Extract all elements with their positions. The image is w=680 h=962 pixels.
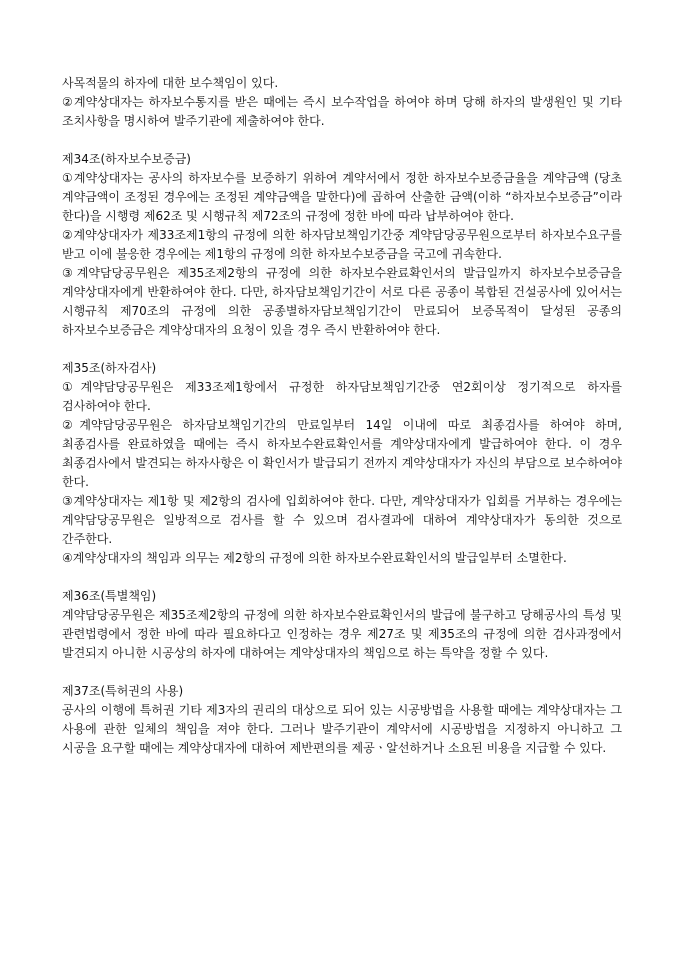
article-36 (62, 587, 622, 663)
article-34-item-2: ②계약상대자가 제33조제1항의 규정에 의한 하자담보책임기간중 계약담당공무원으로부터 하자보수요구를 받고 이에 불응한 경우에는 제1항의 규정에 의한 하자보수보증금을 국고에 귀속한다. (62, 228, 622, 261)
article-34-title: 제34조(하자보수보증금) (62, 152, 191, 166)
article-37-title: 제37조(특허권의 사용) (62, 684, 184, 698)
article-36-body: 계약담당공무원은 제35조제2항의 규정에 의한 하자보수완료확인서의 발급에 불구하고 당해공사의 특성 및 관련법령에서 정한 바에 따라 필요하다고 인정하는 경우 제27조 및 제35조의 규정에 의한 검사과정에서 발견되지 아니한 시공상의 하자에 대하여는 계약상대자의 책임으로 하는 특약을 정할 수 있다. (62, 608, 622, 660)
document-page (62, 74, 622, 758)
article-34 (62, 150, 622, 340)
article-37 (62, 682, 622, 758)
intro-item-2: ②계약상대자는 하자보수통지를 받은 때에는 즉시 보수작업을 하여야 하며 당해 하자의 발생원인 및 기타 조치사항을 명시하여 발주기관에 제출하여야 한다. (62, 95, 622, 128)
article-35-item-4: ④계약상대자의 책임과 의무는 제2항의 규정에 의한 하자보수완료확인서의 발급일부터 소멸한다. (62, 551, 567, 565)
intro-line: 사목적물의 하자에 대한 보수책임이 있다. (62, 76, 279, 90)
intro-block (62, 74, 622, 131)
article-36-title: 제36조(특별책임) (62, 589, 157, 603)
article-34-item-1: ①계약상대자는 공사의 하자보수를 보증하기 위하여 계약서에서 정한 하자보수보증금율을 계약금액 (당초 계약금액이 조정된 경우에는 조정된 계약금액을 말한다)에 곱하여 산출한 금액(이하 “하자보수보증금”이라 한다)을 시행령 제62조 및 시행규칙 제72조의 규정에 정한 바에 따라 납부하여야 한다. (62, 171, 622, 223)
article-34-item-3: ③계약담당공무원은 제35조제2항의 규정에 의한 하자보수완료확인서의 발급일까지 하자보수보증금을 계약상대자에게 반환하여야 한다. 다만, 하자담보책임기간이 서로 다른 공종이 복합된 건설공사에 있어서는 시행규칙 제70조의 규정에 의한 공종별하자담보책임기간이 만료되어 보증목적이 달성된 공종의 하자보수보증금은 계약상대자의 요청이 있을 경우 즉시 반환하여야 한다. (62, 266, 622, 337)
article-37-body: 공사의 이행에 특허권 기타 제3자의 권리의 대상으로 되어 있는 시공방법을 사용할 때에는 계약상대자는 그 사용에 관한 일체의 책임을 져야 한다. 그러나 발주기관이 계약서에 시공방법을 지정하지 아니하고 그 시공을 요구할 때에는 계약상대자에 대하여 제반편의를 제공ㆍ알선하거나 소요된 비용을 지급할 수 있다. (62, 703, 622, 755)
article-35-item-1: ①계약담당공무원은 제33조제1항에서 규정한 하자담보책임기간중 연2회이상 정기적으로 하자를 검사하여야 한다. (62, 380, 622, 413)
article-35-item-2: ②계약담당공무원은 하자담보책임기간의 만료일부터 14일 이내에 따로 최종검사를 하여야 하며, 최종검사를 완료하였을 때에는 즉시 하자보수완료확인서를 계약상대자에게 발급하여야 한다. 이 경우 최종검사에서 발견되는 하자사항은 이 확인서가 발급되기 전까지 계약상대자가 자신의 부담으로 보수하여야 한다. (62, 418, 622, 489)
article-35-title: 제35조(하자검사) (62, 361, 157, 375)
article-35 (62, 359, 622, 568)
article-35-item-3: ③계약상대자는 제1항 및 제2항의 검사에 입회하여야 한다. 다만, 계약상대자가 입회를 거부하는 경우에는 계약담당공무원은 일방적으로 검사를 할 수 있으며 검사결과에 대하여 계약상대자가 동의한 것으로 간주한다. (62, 494, 622, 546)
